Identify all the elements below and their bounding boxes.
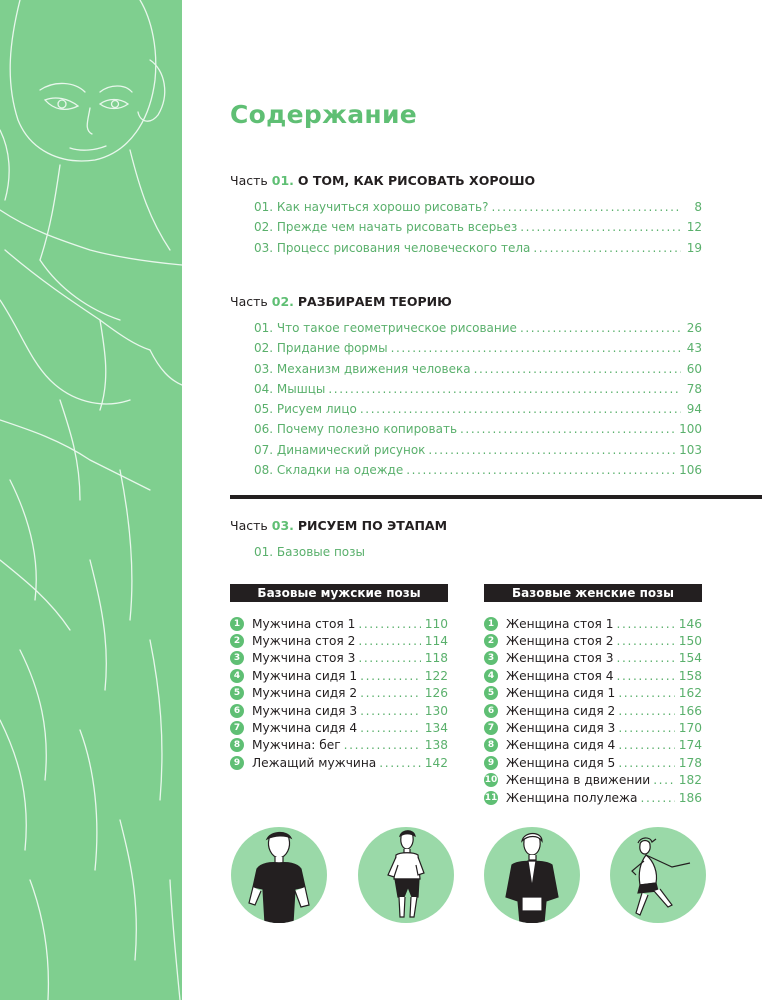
number-badge: 3 [484,651,498,665]
toc-leader-dots [653,773,675,787]
toc-entry[interactable] [254,443,702,463]
list-item[interactable] [230,650,448,667]
toc-leader-dots [460,422,676,436]
list-item[interactable] [484,737,702,754]
part-number: 01. [271,173,294,188]
toc-entry-label: 01. Как научиться хорошо рисовать? [254,200,489,214]
female-figure-illustration [358,827,454,923]
pose-label: Женщина сидя 4 [506,738,616,753]
list-item[interactable] [230,667,448,684]
toc-entry-page: 43 [686,341,702,356]
toc-leader-dots [618,756,675,770]
line-art-figure-illustration [0,0,182,1000]
pose-label: Женщина стоя 4 [506,668,614,683]
toc-leader-dots [533,241,681,255]
pose-label: Мужчина сидя 2 [252,686,358,701]
number-badge: 7 [230,721,244,735]
pose-label: Мужчина сидя 3 [252,703,358,718]
toc-leader-dots [391,341,681,355]
pose-thumbnail-female-standing [358,827,454,923]
section-divider [230,495,762,499]
pose-page: 150 [678,634,702,649]
toc-entry-label: 03. Механизм движения человека [254,361,471,376]
pose-label: Женщина сидя 3 [506,721,616,736]
pose-label: Мужчина: бег [252,738,341,753]
toc-leader-dots [617,617,675,631]
illustration-band [0,0,182,1000]
list-item[interactable] [230,754,448,771]
toc-leader-dots [428,443,676,457]
part-name: О ТОМ, КАК РИСОВАТЬ ХОРОШО [297,173,536,188]
toc-leader-dots [474,362,681,376]
toc-entry-label: 01. Что такое геометрическое рисование [254,321,517,335]
toc-leader-dots [360,686,421,700]
toc-entry-page: 26 [686,321,702,335]
toc-entry-page: 78 [686,381,702,396]
female-motion-figure-illustration [610,827,706,923]
part-number: 02. [271,294,294,309]
pose-label: Женщина стоя 1 [506,616,614,631]
list-item[interactable] [484,789,702,806]
toc-entry-page: 19 [686,240,702,255]
pose-page: 170 [678,721,702,736]
pose-page: 182 [678,773,702,788]
toc-entry-page: 8 [694,200,702,214]
pose-label: Женщина полулежа [506,790,638,805]
pose-page: 110 [424,616,448,631]
list-item[interactable] [484,615,702,632]
toc-leader-dots [344,738,421,752]
toc-leader-dots [618,704,675,718]
male-jacket-figure-illustration [484,827,580,923]
pose-thumbnail-male-tshirt [231,827,327,923]
toc-entry[interactable] [254,463,702,483]
list-item[interactable] [484,719,702,736]
pose-label: Мужчина стоя 1 [252,616,356,631]
pose-page: 178 [678,755,702,770]
toc-leader-dots [520,321,681,335]
list-item[interactable] [230,615,448,632]
toc-entry-basic-poses[interactable]: 01. Базовые позы [254,545,365,559]
toc-leader-dots [617,634,675,648]
male-figure-illustration [231,827,327,923]
number-badge: 8 [484,738,498,752]
part-03-heading [230,518,447,533]
pose-label: Женщина сидя 2 [506,703,616,718]
male-poses-heading: Базовые мужские позы [230,584,448,602]
pose-page: 122 [424,668,448,683]
number-badge: 6 [230,704,244,718]
toc-entry[interactable] [254,402,702,422]
toc-entry[interactable] [254,362,702,382]
part-name: РАЗБИРАЕМ ТЕОРИЮ [297,294,452,309]
toc-entry[interactable] [254,321,702,341]
pose-label: Женщина сидя 1 [506,686,616,701]
pose-page: 166 [678,703,702,718]
toc-leader-dots [358,617,421,631]
toc-leader-dots [520,220,681,234]
number-badge: 11 [484,792,498,803]
female-poses-heading: Базовые женские позы [484,584,702,602]
number-badge: 10 [484,775,498,786]
part-02-heading [230,294,452,309]
list-item[interactable] [230,702,448,719]
pose-page: 158 [678,668,702,683]
page-title: Содержание [230,100,418,129]
list-item[interactable] [230,719,448,736]
pose-page: 154 [678,651,702,666]
toc-leader-dots [491,200,681,214]
part-prefix: Часть [230,173,268,188]
toc-entry[interactable] [254,422,702,442]
pose-page: 186 [678,790,702,805]
pose-page: 174 [678,738,702,753]
toc-leader-dots [360,402,681,416]
part-01-toc [254,200,702,261]
toc-entry-label: 04. Мышцы [254,381,326,396]
number-badge: 2 [484,634,498,648]
toc-leader-dots [618,721,675,735]
toc-entry[interactable] [254,200,702,220]
pose-label: Лежащий мужчина [252,755,377,770]
toc-entry-label: 02. Придание формы [254,341,388,356]
part-01-heading [230,173,535,188]
toc-leader-dots [360,669,421,683]
number-badge: 4 [230,669,244,683]
number-badge: 9 [230,756,244,770]
pose-page: 134 [424,721,448,736]
pose-page: 138 [424,738,448,753]
toc-leader-dots [360,704,421,718]
list-item[interactable] [484,650,702,667]
female-poses-list [484,615,702,806]
toc-leader-dots [358,651,421,665]
toc-entry-page: 106 [679,463,702,478]
toc-leader-dots [358,634,421,648]
list-item[interactable] [230,737,448,754]
number-badge: 8 [230,738,244,752]
toc-leader-dots [617,669,675,683]
pose-page: 118 [424,651,448,666]
number-badge: 6 [484,704,498,718]
number-badge: 9 [484,756,498,770]
pose-thumbnail-male-jacket [484,827,580,923]
toc-entry[interactable] [254,241,702,261]
list-item[interactable] [484,632,702,649]
pose-label: Женщина стоя 3 [506,651,614,666]
list-item[interactable] [484,685,702,702]
toc-entry-label: 03. Процесс рисования человеческого тела [254,240,531,255]
number-badge: 2 [230,634,244,648]
toc-leader-dots [406,463,676,477]
pose-label: Женщина сидя 5 [506,755,616,770]
part-prefix: Часть [230,518,268,533]
list-item[interactable] [230,632,448,649]
pose-page: 142 [424,755,448,770]
toc-entry-page: 60 [686,361,702,376]
toc-leader-dots [640,791,675,805]
list-item[interactable] [230,685,448,702]
list-item[interactable] [484,754,702,771]
toc-leader-dots [618,738,675,752]
pose-label: Мужчина стоя 3 [252,651,356,666]
pose-page: 114 [424,634,448,649]
pose-page: 126 [424,686,448,701]
toc-entry-label: 08. Складки на одежде [254,463,404,478]
toc-leader-dots [328,382,681,396]
pose-thumbnail-female-motion [610,827,706,923]
number-badge: 1 [230,617,244,631]
pose-label: Мужчина сидя 1 [252,668,358,683]
number-badge: 1 [484,617,498,631]
toc-leader-dots [618,686,675,700]
number-badge: 7 [484,721,498,735]
part-02-toc [254,321,702,483]
toc-entry-page: 103 [679,442,702,457]
toc-entry[interactable] [254,382,702,402]
number-badge: 5 [230,686,244,700]
pose-label: Мужчина стоя 2 [252,634,356,649]
number-badge: 5 [484,686,498,700]
toc-leader-dots [360,721,421,735]
toc-entry-label: 05. Рисуем лицо [254,402,357,417]
toc-entry-label: 06. Почему полезно копировать [254,422,458,437]
toc-entry-label: 02. Прежде чем начать рисовать всерьез [254,220,518,235]
pose-label: Мужчина сидя 4 [252,721,358,736]
list-item[interactable] [484,772,702,789]
male-poses-list [230,615,448,772]
number-badge: 3 [230,651,244,665]
list-item[interactable] [484,667,702,684]
part-name: РИСУЕМ ПО ЭТАПАМ [297,518,448,533]
pose-label: Женщина стоя 2 [506,634,614,649]
toc-entry-page: 94 [686,402,702,417]
part-prefix: Часть [230,294,268,309]
toc-leader-dots [617,651,675,665]
toc-entry-page: 12 [686,220,702,235]
toc-leader-dots [379,756,421,770]
part-number: 03. [271,518,294,533]
toc-entry-label: 07. Динамический рисунок [254,442,426,457]
toc-entry[interactable] [254,220,702,240]
toc-entry-page: 100 [679,422,702,437]
pose-page: 162 [678,686,702,701]
pose-label: Женщина в движении [506,773,651,788]
toc-entry[interactable] [254,341,702,361]
pose-page: 130 [424,703,448,718]
list-item[interactable] [484,702,702,719]
pose-page: 146 [678,616,702,631]
number-badge: 4 [484,669,498,683]
